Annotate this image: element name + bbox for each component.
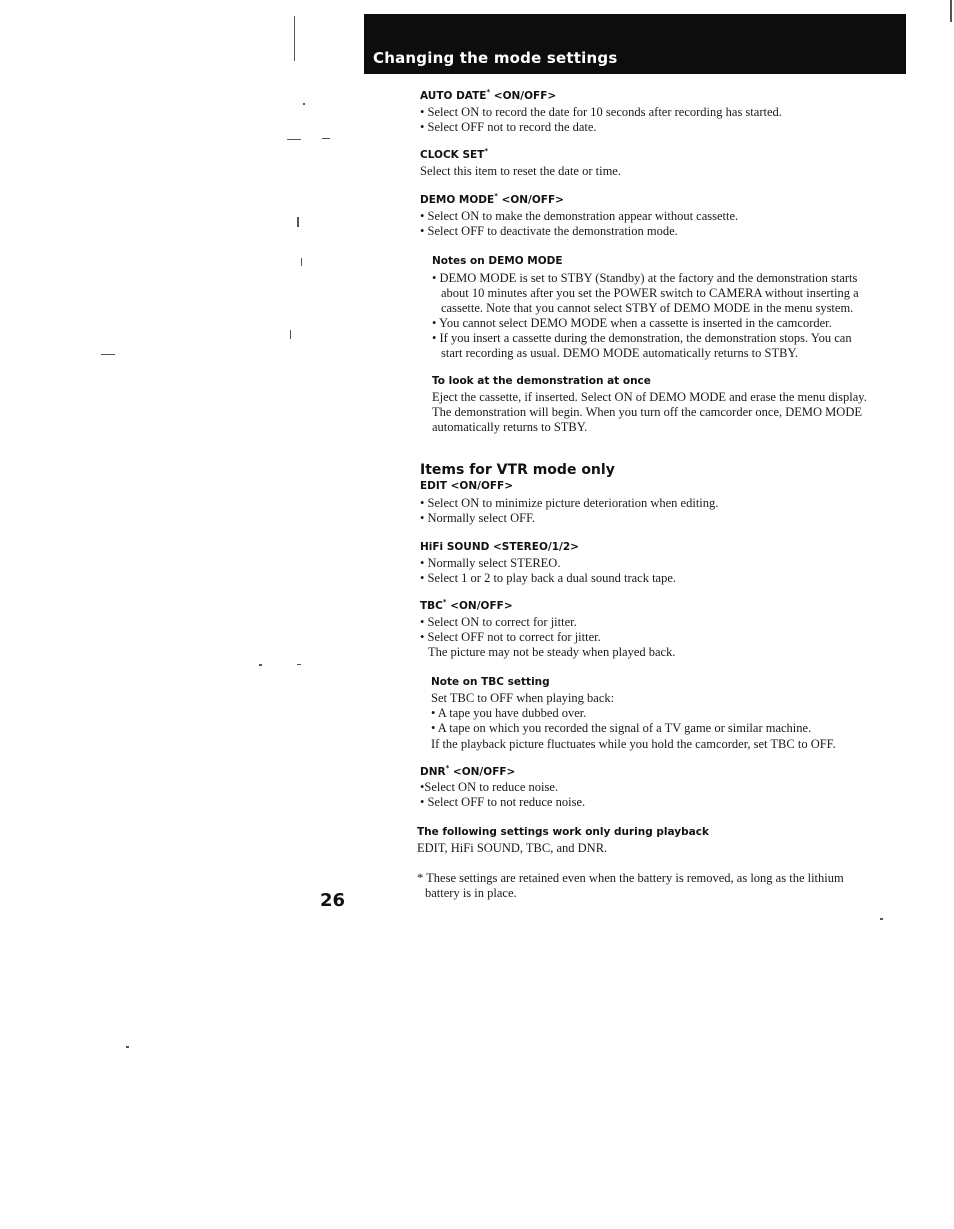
note-tbc-line-1: Set TBC to OFF when playing back: bbox=[431, 691, 615, 705]
look-demo-heading: To look at the demonstration at once bbox=[432, 375, 651, 387]
auto-date-line-1: • Select ON to record the date for 10 seconds after recording has started. bbox=[420, 105, 782, 119]
edit-heading: EDIT <ON/OFF> bbox=[420, 480, 514, 492]
dnr-line-1: •Select ON to reduce noise. bbox=[420, 780, 559, 794]
dnr-heading: DNR* <ON/OFF> bbox=[420, 764, 516, 778]
note-tbc-line-2: • A tape you have dubbed over. bbox=[431, 706, 587, 720]
scan-artifact bbox=[126, 1046, 129, 1048]
scan-artifact bbox=[259, 664, 262, 666]
demo-mode-line-1: • Select ON to make the demonstration appear without cassette. bbox=[420, 209, 739, 223]
hifi-line-2: • Select 1 or 2 to play back a dual sound track tape. bbox=[420, 571, 677, 585]
note-tbc-line-4: If the playback picture fluctuates while you hold the camcorder, set TBC to OFF. bbox=[431, 737, 836, 751]
playback-line-1: EDIT, HiFi SOUND, TBC, and DNR. bbox=[417, 841, 608, 855]
scan-artifact bbox=[297, 664, 301, 665]
scan-artifact bbox=[290, 330, 291, 339]
hifi-line-1: • Normally select STEREO. bbox=[420, 556, 561, 570]
clock-set-line-1: Select this item to reset the date or time. bbox=[420, 164, 621, 178]
demo-mode-heading: DEMO MODE* <ON/OFF> bbox=[420, 192, 564, 206]
footnote-line-2: battery is in place. bbox=[425, 886, 517, 900]
note-tbc-heading: Note on TBC setting bbox=[431, 676, 550, 688]
look-demo-line-3: automatically returns to STBY. bbox=[432, 420, 588, 434]
notes-demo-line-4: • You cannot select DEMO MODE when a cassette is inserted in the camcorder. bbox=[432, 316, 832, 330]
hifi-heading: HiFi SOUND <STEREO/1/2> bbox=[420, 541, 579, 553]
notes-demo-line-3: cassette. Note that you cannot select STBY of DEMO MODE in the menu system. bbox=[441, 301, 854, 315]
footnote-line-1: * These settings are retained even when the battery is removed, as long as the lithium bbox=[417, 871, 844, 885]
auto-date-line-2: • Select OFF not to record the date. bbox=[420, 120, 597, 134]
scan-artifact bbox=[301, 258, 302, 266]
scan-artifact bbox=[322, 138, 330, 139]
scan-artifact bbox=[297, 217, 299, 227]
note-tbc-line-3: • A tape on which you recorded the signal of a TV game or similar machine. bbox=[431, 721, 812, 735]
notes-demo-line-1: • DEMO MODE is set to STBY (Standby) at the factory and the demonstration starts bbox=[432, 271, 858, 285]
scan-artifact bbox=[101, 354, 115, 355]
tbc-heading: TBC* <ON/OFF> bbox=[420, 598, 513, 612]
vtr-section-title: Items for VTR mode only bbox=[420, 462, 615, 478]
notes-demo-line-6: start recording as usual. DEMO MODE automatically returns to STBY. bbox=[441, 346, 799, 360]
tbc-line-3: The picture may not be steady when played back. bbox=[428, 645, 676, 659]
tbc-line-2: • Select OFF not to correct for jitter. bbox=[420, 630, 601, 644]
demo-mode-line-2: • Select OFF to deactivate the demonstration mode. bbox=[420, 224, 678, 238]
tbc-line-1: • Select ON to correct for jitter. bbox=[420, 615, 577, 629]
playback-heading: The following settings work only during playback bbox=[417, 826, 709, 838]
page-number: 26 bbox=[320, 890, 346, 911]
scan-artifact bbox=[880, 918, 883, 920]
notes-demo-line-2: about 10 minutes after you set the POWER switch to CAMERA without inserting a bbox=[441, 286, 859, 300]
notes-demo-line-5: • If you insert a cassette during the demonstration, the demonstration stops. You can bbox=[432, 331, 852, 345]
section-header-bar bbox=[364, 14, 906, 74]
edit-line-2: • Normally select OFF. bbox=[420, 511, 536, 525]
scan-artifact bbox=[294, 16, 295, 61]
look-demo-line-1: Eject the cassette, if inserted. Select ON of DEMO MODE and erase the menu display. bbox=[432, 390, 867, 404]
auto-date-heading: AUTO DATE* <ON/OFF> bbox=[420, 88, 557, 102]
clock-set-heading: CLOCK SET* bbox=[420, 147, 489, 161]
look-demo-line-2: The demonstration will begin. When you turn off the camcorder once, DEMO MODE bbox=[432, 405, 862, 419]
scan-artifact bbox=[287, 139, 301, 140]
edit-line-1: • Select ON to minimize picture deterioration when editing. bbox=[420, 496, 719, 510]
scan-artifact bbox=[303, 103, 305, 105]
scan-artifact bbox=[950, 0, 952, 22]
notes-demo-heading: Notes on DEMO MODE bbox=[432, 255, 563, 267]
page-title: Changing the mode settings bbox=[373, 49, 618, 67]
dnr-line-2: • Select OFF to not reduce noise. bbox=[420, 795, 586, 809]
